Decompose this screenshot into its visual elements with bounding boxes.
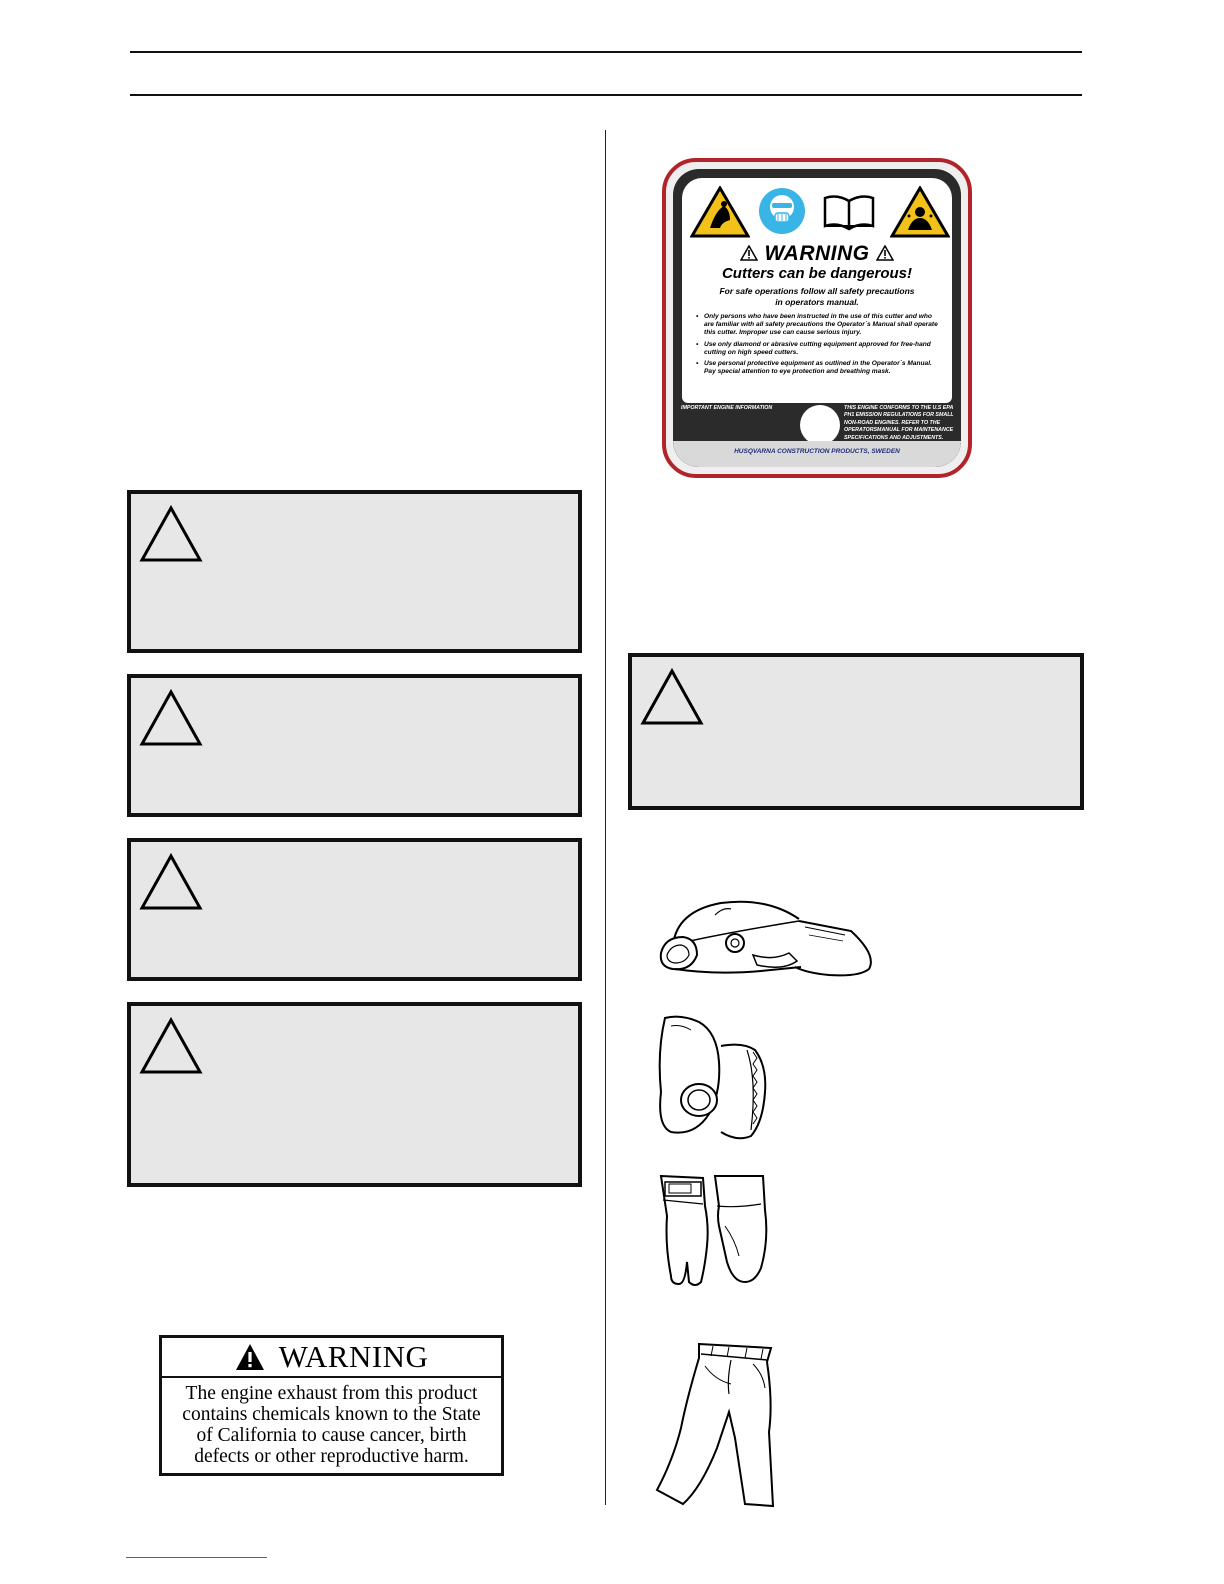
- hazard-cutting-icon: [690, 186, 750, 238]
- warning-box-2: [127, 674, 582, 817]
- decal-intro-line-1: For safe operations follow all safety precautions: [719, 286, 915, 296]
- decal-bullet-list: [696, 313, 942, 379]
- engine-info-circle: [800, 405, 840, 445]
- california-prop65-warning: [159, 1335, 504, 1476]
- prop65-header: [162, 1338, 501, 1378]
- decal-bullet: • Use only diamond or abrasive cutting equipment approved for free-hand cutting on high speed cutters.: [696, 341, 942, 357]
- warning-triangle-icon: [740, 245, 758, 261]
- prop65-text: The engine exhaust from this product contains chemicals known to the State of California to cause cancer, birth defects or other reproductive harm.: [182, 1383, 481, 1467]
- warning-triangle-icon: [235, 1343, 265, 1371]
- warning-box-4: [127, 1002, 582, 1187]
- prop65-title: WARNING: [278, 1339, 429, 1374]
- decal-subheading: Cutters can be dangerous!: [721, 265, 913, 282]
- warning-triangle-icon: [876, 245, 894, 261]
- decal-manufacturer: HUSQVARNA CONSTRUCTION PRODUCTS, SWEDEN: [673, 441, 961, 467]
- engine-conformance-text: THIS ENGINE CONFORMS TO THE U.S EPA PH1 EMISSION REGULATIONS FOR SMALL NON-ROAD ENGINES. REFER TO THE OPERATORSMANUAL FOR MAINTENANCE SPECIFICATIONS AND ADJUSTMENTS.: [844, 405, 954, 441]
- respirator-mask-icon: [758, 187, 806, 235]
- header-top-rule: [130, 51, 1082, 53]
- warning-box-1: [127, 490, 582, 653]
- helmet-with-visor-and-ear-protection-icon: [655, 895, 877, 980]
- respirator-mask-icon: [655, 1012, 775, 1140]
- decal-body: [673, 169, 961, 467]
- warning-box-5: [628, 653, 1084, 810]
- header-bottom-rule: [130, 94, 1082, 96]
- engine-info-label: IMPORTANT ENGINE INFORMATION: [681, 405, 773, 411]
- decal-intro-line-2: in operators manual.: [775, 297, 859, 307]
- footer-link-underline[interactable]: [126, 1557, 267, 1558]
- column-divider: [605, 130, 606, 1505]
- protective-trousers-icon: [655, 1340, 775, 1510]
- decal-text-panel: [682, 178, 952, 403]
- warning-triangle-icon: [139, 504, 203, 562]
- protective-gloves-icon: [655, 1170, 770, 1288]
- warning-triangle-icon: [139, 852, 203, 910]
- decal-bullet: • Only persons who have been instructed in the use of this cutter and who are familiar with all safety precautions the Operator´s Manual shall operate this cutter. Improper use can cause serious injury.: [696, 313, 942, 338]
- hazard-dust-icon: [890, 186, 950, 238]
- warning-triangle-icon: [640, 667, 704, 725]
- decal-intro: [682, 286, 952, 308]
- operator-manual-book-icon: [822, 192, 876, 232]
- warning-decal: [662, 158, 972, 478]
- warning-box-3: [127, 838, 582, 981]
- decal-bullet: • Use personal protective equipment as outlined in the Operator´s Manual. Pay special attention to eye protection and breathing mask.: [696, 360, 942, 376]
- warning-triangle-icon: [139, 1016, 203, 1074]
- decal-heading: [682, 242, 952, 266]
- decal-heading-text: WARNING: [764, 242, 870, 265]
- warning-triangle-icon: [139, 688, 203, 746]
